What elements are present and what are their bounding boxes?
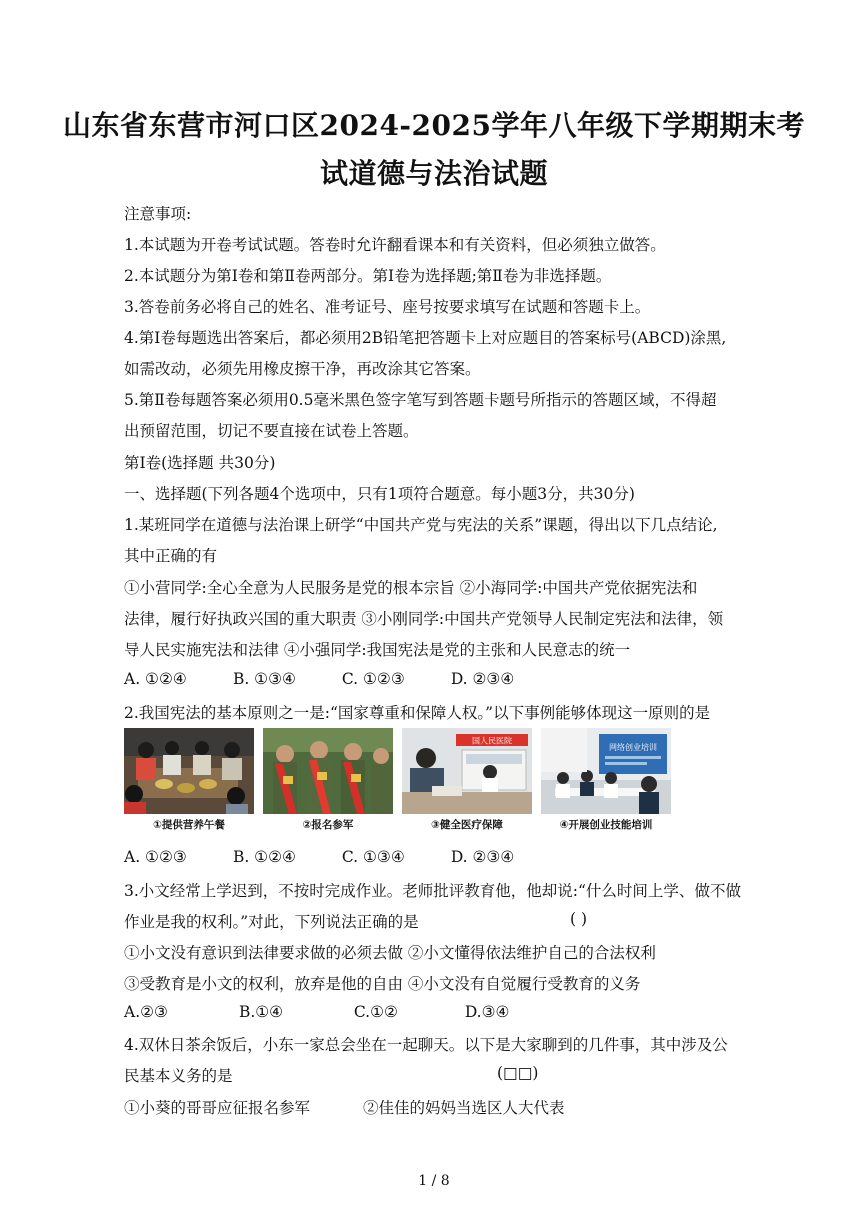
- figure-enlist: [263, 728, 393, 832]
- option-b[interactable]: B. ①③④: [232, 670, 296, 688]
- q3-stem: 作业是我的权利。”对此，下列说法正确的是: [124, 913, 419, 931]
- q3-options: [124, 1003, 509, 1021]
- q1-stem: 1.某班同学在道德与法治课上研学“中国共产党与宪法的关系”课题，得出以下几点结论,: [124, 516, 718, 534]
- q1-item: 导人民实施宪法和法律 ④小强同学:我国宪法是党的主张和人民意志的统一: [124, 641, 631, 659]
- training-photo: [541, 728, 671, 814]
- q1-options: [124, 670, 514, 688]
- training-screen-text: 网络创业培训: [609, 743, 657, 752]
- figure-training: [541, 728, 671, 832]
- note-line: 4.第Ⅰ卷每题选出答案后，都必须用2B铅笔把答题卡上对应题目的答案标号(ABCD)涂黑,: [124, 329, 727, 347]
- figure-medical: [402, 728, 532, 832]
- medical-photo: [402, 728, 532, 814]
- option-a[interactable]: A.②③: [124, 1003, 168, 1021]
- q2-figures: [124, 728, 672, 832]
- page-title-line-2: 试道德与法治试题: [319, 157, 548, 190]
- note-line: 出预留范围，切记不要直接在试卷上答题。: [124, 422, 419, 440]
- note-line: 如需改动，必须先用橡皮擦干净，再改涂其它答案。: [124, 360, 481, 378]
- hospital-sign-text: 国人民医院: [472, 736, 512, 746]
- q4-items: [124, 1096, 564, 1118]
- note-line: 5.第Ⅱ卷每题答案必须用0.5毫米黑色签字笔写到答题卡题号所指示的答题区域，不得超: [124, 391, 717, 409]
- note-line: 1.本试题为开卷考试试题。答卷时允许翻看课本和有关资料，但必须独立做答。: [124, 236, 666, 254]
- page-title-line-1: 山东省东营市河口区2024-2025学年八年级下学期期末考: [63, 109, 805, 142]
- part-heading: 第Ⅰ卷(选择题 共30分): [124, 454, 276, 472]
- option-b[interactable]: B.①④: [238, 1003, 284, 1021]
- lunch-photo: [124, 728, 254, 814]
- q3-answer-bracket: ( ): [570, 910, 588, 928]
- notes-heading: 注意事项:: [124, 205, 192, 223]
- page-number: 1 / 8: [418, 1173, 450, 1189]
- section-instruction: 一、选择题(下列各题4个选项中，只有1项符合题意。每小题3分，共30分): [124, 485, 635, 503]
- q3-item: ①小文没有意识到法律要求做的必须去做 ②小文懂得依法维护自己的合法权利: [124, 944, 656, 962]
- option-c[interactable]: C.①②: [353, 1003, 398, 1021]
- enlist-photo: [263, 728, 393, 814]
- option-c[interactable]: C. ①②③: [341, 670, 405, 688]
- q4-answer-bracket: (□□): [497, 1064, 539, 1082]
- figure-caption: ④开展创业技能培训: [559, 819, 653, 831]
- q3-stem: 3.小文经常上学迟到，不按时完成作业。老师批评教育他，他却说:“什么时间上学、做不做: [124, 882, 741, 900]
- q1-item: ①小营同学:全心全意为人民服务是党的根本宗旨 ②小海同学:中国共产党依据宪法和: [124, 579, 698, 597]
- option-d[interactable]: D. ②③④: [450, 670, 515, 688]
- q3-item: ③受教育是小文的权利，放弃是他的自由 ④小文没有自觉履行受教育的义务: [124, 975, 641, 993]
- figure-caption: ①提供营养午餐: [153, 819, 225, 831]
- q4-item: ②佳佳的妈妈当选区人大代表: [362, 1099, 565, 1117]
- option-a[interactable]: A. ①②③: [124, 848, 187, 866]
- q2-options: [124, 848, 514, 866]
- note-line: 3.答卷前务必将自己的姓名、准考证号、座号按要求填写在试题和答题卡上。: [124, 298, 651, 316]
- option-c[interactable]: C. ①③④: [341, 848, 405, 866]
- option-a[interactable]: A. ①②④: [124, 670, 187, 688]
- figure-caption: ②报名参军: [302, 819, 354, 831]
- option-d[interactable]: D.③④: [464, 1003, 510, 1021]
- note-line: 2.本试题分为第Ⅰ卷和第Ⅱ卷两部分。第Ⅰ卷为选择题;第Ⅱ卷为非选择题。: [124, 267, 612, 285]
- figure-lunch: [124, 728, 254, 832]
- q4-stem: 民基本义务的是: [124, 1067, 233, 1085]
- q2-stem: 2.我国宪法的基本原则之一是:“国家尊重和保障人权。”以下事例能够体现这一原则的是: [124, 704, 711, 722]
- q4-item: ①小葵的哥哥应征报名参军: [124, 1099, 311, 1117]
- q1-item: 法律，履行好执政兴国的重大职责 ③小刚同学:中国共产党领导人民制定宪法和法律，领: [124, 610, 724, 628]
- q4-stem: 4.双休日茶余饭后，小东一家总会坐在一起聊天。以下是大家聊到的几件事，其中涉及公: [124, 1036, 728, 1054]
- option-d[interactable]: D. ②③④: [450, 848, 515, 866]
- q1-stem: 其中正确的有: [124, 547, 218, 565]
- option-b[interactable]: B. ①②④: [232, 848, 296, 866]
- figure-caption: ③健全医疗保障: [431, 819, 503, 831]
